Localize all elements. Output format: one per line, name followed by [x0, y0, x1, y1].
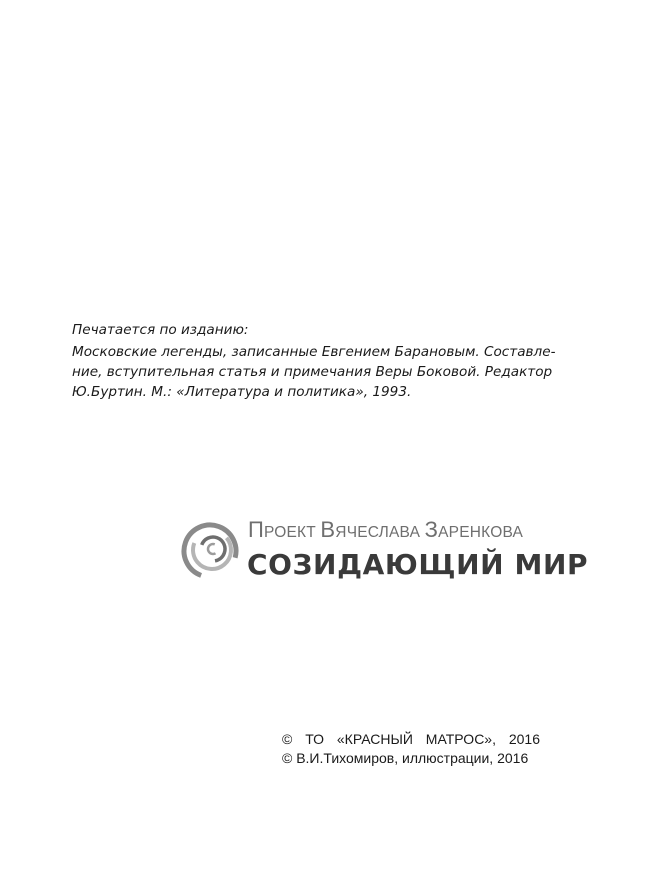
imprint-line-2: ние, вступительная статья и примечания Веры Боковой. Редактор [72, 364, 553, 380]
imprint-block [72, 320, 556, 402]
copyright-line-2: © В.И.Тихомиров, иллюстрации, 2016 [282, 750, 529, 766]
publisher-brand [180, 515, 589, 585]
project-title: ПРОЕКТ ВЯЧЕСЛАВА ЗАРЕНКОВА [248, 517, 524, 542]
swirl-ring-logo-icon [180, 519, 240, 579]
imprint-heading: Печатается по изданию: [72, 322, 249, 338]
imprint-line-1: Московские легенды, записанные Евгением Барановым. Составле- [72, 344, 556, 360]
copyright-block [282, 730, 540, 768]
series-name: СОЗИДАЮЩИЙ МИР [247, 548, 589, 581]
copyright-line-1: © ТО «КРАСНЫЙ МАТРОС», 2016 [282, 731, 540, 747]
imprint-line-3: Ю.Буртин. М.: «Литература и политика», 1993. [72, 384, 412, 400]
